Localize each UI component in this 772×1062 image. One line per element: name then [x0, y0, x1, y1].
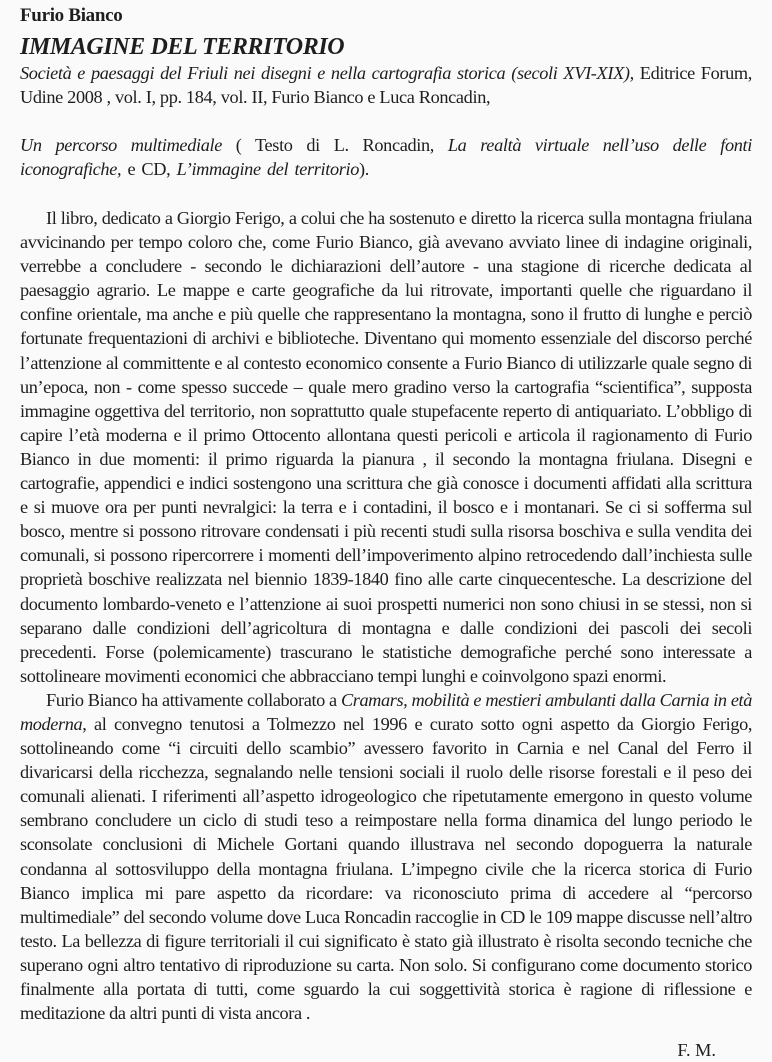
cramars-title: Cramars, mobilità e mestieri ambulanti dalla Carnia in età moderna — [20, 689, 752, 734]
book-author: Furio Bianco — [20, 5, 123, 26]
multimedia-text-3: ). — [359, 159, 369, 179]
multimedia-title: Un percorso multimediale — [20, 135, 222, 155]
publisher-info: Editrice Forum, Udine 2008 , vol. I, pp. 184, vol. II, Furio Bianco e Luca Roncadin, — [20, 63, 752, 107]
paragraph-2-lead: Furio Bianco ha attivamente collaborato a — [46, 689, 341, 710]
multimedia-text-1: ( Testo di L. Roncadin, — [222, 135, 448, 155]
reviewer-signature: F. M. — [677, 1040, 716, 1061]
cd-title: L’immagine del territorio — [176, 159, 360, 179]
bibliographic-details — [20, 61, 752, 109]
book-subtitle: Società e paesaggi del Friuli nei disegni e nella cartografia storica (secoli XVI-XIX), — [20, 63, 634, 83]
book-title: IMMAGINE DEL TERRITORIO — [20, 34, 345, 60]
review-paragraph-2 — [20, 688, 752, 1025]
multimedia-details — [20, 133, 752, 181]
paragraph-2-rest: , al convegno tenutosi a Tolmezzo nel 1996 e curato sotto ogni aspetto da Giorgio Ferigo, sottolineando come “i circuiti dello scambio” avessero favorito in Carnia e nel Canal del Ferro il divaricarsi della ricchezza, segnalando nelle tensioni sociali il ruolo delle risorse forestali e il peso dei comunali alienati. I riferimenti all’aspetto idrogeologico che ripetutamente emergono in questo volume sembrano concludere un ciclo di studi teso a reimpostare nella forma dinamica del lungo periodo le sconsolate conclusioni di Michele Gortani quando illustrava nel secondo dopoguerra la naturale condanna al sottosviluppo della montagna friulana. L’impegno civile che la ricerca storica di Furio Bianco implica mi pare aspetto da ricordare: va riconosciuto prima di accedere al “percorso multimediale” del secondo volume dove Luca Roncadin raccoglie in CD le 109 mappe discusse nell’altro testo. La bellezza di figure territoriali il cui significato è stato già illustrato è risolta secondo tecniche che superano ogni altro tentativo di riproduzione su carta. Non solo. Si configurano come documento storico finalmente alla portata di tutti, come sguardo la cui soggettività storica è ragione di riflessione e meditazione da altri punti di vista ancora . — [20, 713, 752, 1024]
multimedia-text-2: e CD, — [121, 159, 177, 179]
review-paragraph-1: Il libro, dedicato a Giorgio Ferigo, a colui che ha sostenuto e diretto la ricerca sulla montagna friulana avvicinando per tempo coloro che, come Furio Bianco, già avevano avviato linee di indagine originali, verrebbe a concludere - secondo le dichiarazioni dell’autore - una stagione di ricerche dedicata al paesaggio agrario. Le mappe e carte geografiche da lui ritrovate, importanti quelle che riguardano il confine orientale, ma anche e più quelle che rappresentano la montagna, sono il frutto di lunghe e perciò fortunate frequentazioni di archivi e biblioteche. Diventano qui momento essenziale del discorso perché l’attenzione al committente e al contesto economico consente a Furio Bianco di utilizzarle quale segno di un’epoca, non - come spesso succede – quale mero gradino verso la cartografia “scientifica”, supposta immagine oggettiva del territorio, non soprattutto quale stupefacente reperto di antiquariato. L’obbligo di capire l’età moderna e il primo Ottocento allontana questi pericoli e articola il ragionamento di Furio Bianco in due momenti: il primo riguarda la pianura , il secondo la montagna friulana. Disegni e cartografie, appendici e indici sostengono una scrittura che già conosce i documenti affidati alla scrittura e si muove ora per punti nevralgici: la terra e i contadini, il bosco e i montanari. Se ci si sofferma sul bosco, mentre si possono ritrovare condensati i più recenti studi sulla risorsa boschiva e sulla vendita dei comunali, si possono ripercorrere i momenti dell’impoverimento alpino retrocedendo dall’inchiesta sulle proprietà boschive realizzata nel biennio 1839-1840 fino alle carte cinquecentesche. La descrizione del documento lombardo-veneto e l’attenzione ai suoi prospetti numerici non sono chiusi in se stessi, non si separano dalle condizioni dell’agricoltura di montagna e dalle condizioni dei pascoli dei secoli precedenti. Forse (polemicamente) trascurano le statistiche demografiche perché sono interessate a sottolineare movimenti economici che abbracciano tempi lunghi e coinvolgono spazi enormi. — [20, 208, 752, 686]
multimedia-essay-title: La realtà virtuale nell’uso delle fonti iconografiche, — [20, 135, 752, 179]
